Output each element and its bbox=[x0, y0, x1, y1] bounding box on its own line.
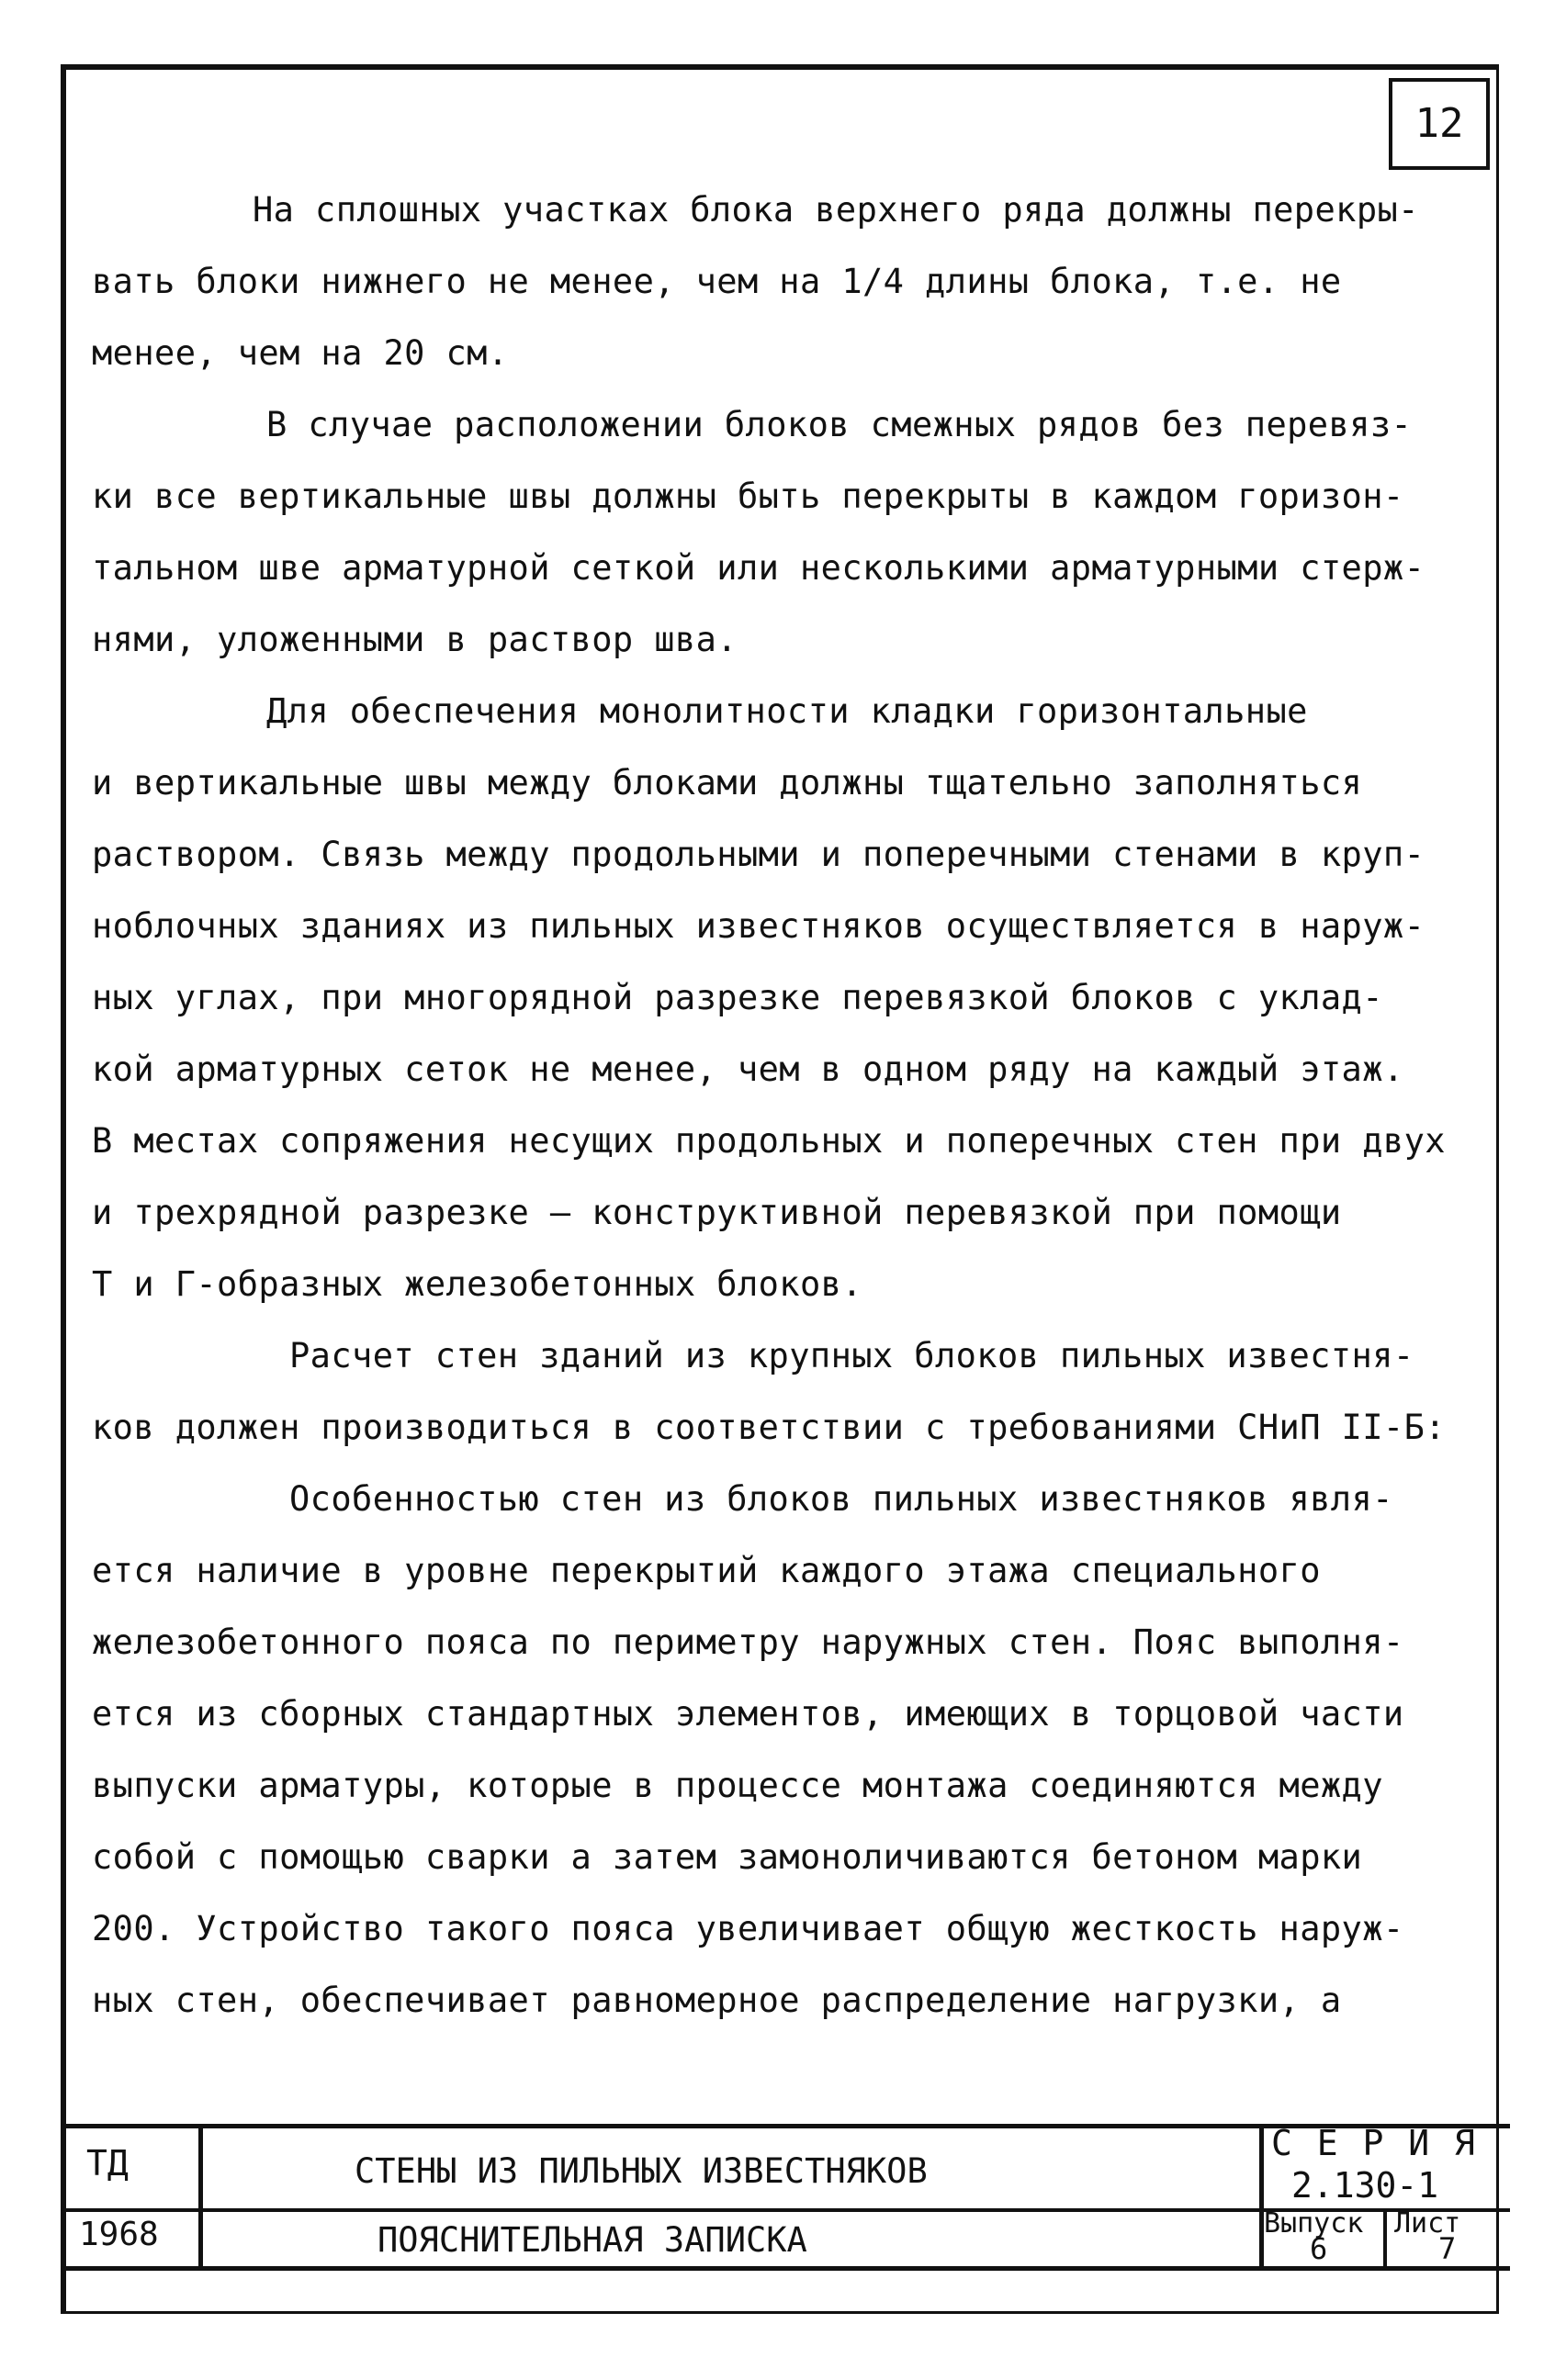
text-line: нями, уложенными в раствор шва. bbox=[92, 620, 738, 659]
issue-value: 6 bbox=[1310, 2231, 1328, 2266]
series-value: 2.130-1 bbox=[1291, 2165, 1439, 2206]
text-line: В случае расположении блоков смежных рядов без перевяз- bbox=[266, 405, 1413, 444]
text-line: ется из сборных стандартных элементов, имеющих в торцовой части bbox=[92, 1694, 1404, 1734]
divider bbox=[198, 2128, 203, 2266]
text-line: ноблочных зданиях из пильных известняков осуществляется в наруж- bbox=[92, 906, 1425, 946]
document-title: СТЕНЫ ИЗ ПИЛЬНЫХ ИЗВЕСТНЯКОВ bbox=[355, 2151, 928, 2191]
text-line: менее, чем на 20 см. bbox=[92, 333, 509, 373]
text-line: вать блоки нижнего не менее, чем на 1/4 длины блока, т.е. не bbox=[92, 262, 1342, 301]
text-line: выпуски арматуры, которые в процессе монтажа соединяются между bbox=[92, 1766, 1383, 1805]
text-line: ных стен, обеспечивает равномерное распределение нагрузки, а bbox=[92, 1981, 1342, 2020]
divider bbox=[1259, 2128, 1264, 2266]
divider bbox=[1383, 2209, 1387, 2266]
text-line: железобетонного пояса по периметру наружных стен. Пояс выполня- bbox=[92, 1622, 1404, 1662]
text-line: Т и Г-образных железобетонных блоков. bbox=[92, 1264, 863, 1304]
title-block bbox=[61, 2124, 1510, 2271]
text-line: тальном шве арматурной сеткой или несколькими арматурными стерж- bbox=[92, 548, 1425, 588]
text-line: Расчет стен зданий из крупных блоков пильных известня- bbox=[289, 1336, 1414, 1375]
series-label: С Е Р И Я bbox=[1271, 2123, 1477, 2163]
issue-label: Выпуск bbox=[1264, 2207, 1364, 2240]
explanatory-text bbox=[92, 174, 1497, 2037]
sheet-value: 7 bbox=[1438, 2231, 1457, 2266]
org-code: ТД bbox=[86, 2143, 129, 2184]
page-number: 12 bbox=[1389, 78, 1490, 170]
document-subtitle: ПОЯСНИТЕЛЬНАЯ ЗАПИСКА bbox=[377, 2220, 807, 2260]
text-line: кой арматурных сеток не менее, чем в одном ряду на каждый этаж. bbox=[92, 1050, 1404, 1089]
text-line: и трехрядной разрезке – конструктивной перевязкой при помощи bbox=[92, 1193, 1342, 1232]
text-line: 200. Устройство такого пояса увеличивает общую жесткость наруж- bbox=[92, 1909, 1404, 1948]
text-line: В местах сопряжения несущих продольных и поперечных стен при двух bbox=[92, 1121, 1446, 1161]
text-line: На сплошных участках блока верхнего ряда должны перекры- bbox=[253, 190, 1419, 230]
text-line: собой с помощью сварки а затем замоноличиваются бетоном марки bbox=[92, 1837, 1363, 1877]
sheet-label: Лист bbox=[1394, 2207, 1461, 2240]
text-line: ки все вертикальные швы должны быть перекрыты в каждом горизон- bbox=[92, 477, 1404, 516]
text-line: ков должен производиться в соответствии с требованиями СНиП II-Б: bbox=[92, 1408, 1446, 1447]
text-line: и вертикальные швы между блоками должны тщательно заполняться bbox=[92, 763, 1363, 803]
text-line: Особенностью стен из блоков пильных известняков явля- bbox=[289, 1479, 1393, 1519]
text-line: ется наличие в уровне перекрытий каждого этажа специального bbox=[92, 1551, 1321, 1590]
text-line: ных углах, при многорядной разрезке перевязкой блоков с уклад- bbox=[92, 978, 1383, 1017]
text-line: раствором. Связь между продольными и поперечными стенами в круп- bbox=[92, 835, 1425, 874]
text-line: Для обеспечения монолитности кладки горизонтальные bbox=[266, 691, 1308, 731]
year: 1968 bbox=[79, 2216, 159, 2253]
